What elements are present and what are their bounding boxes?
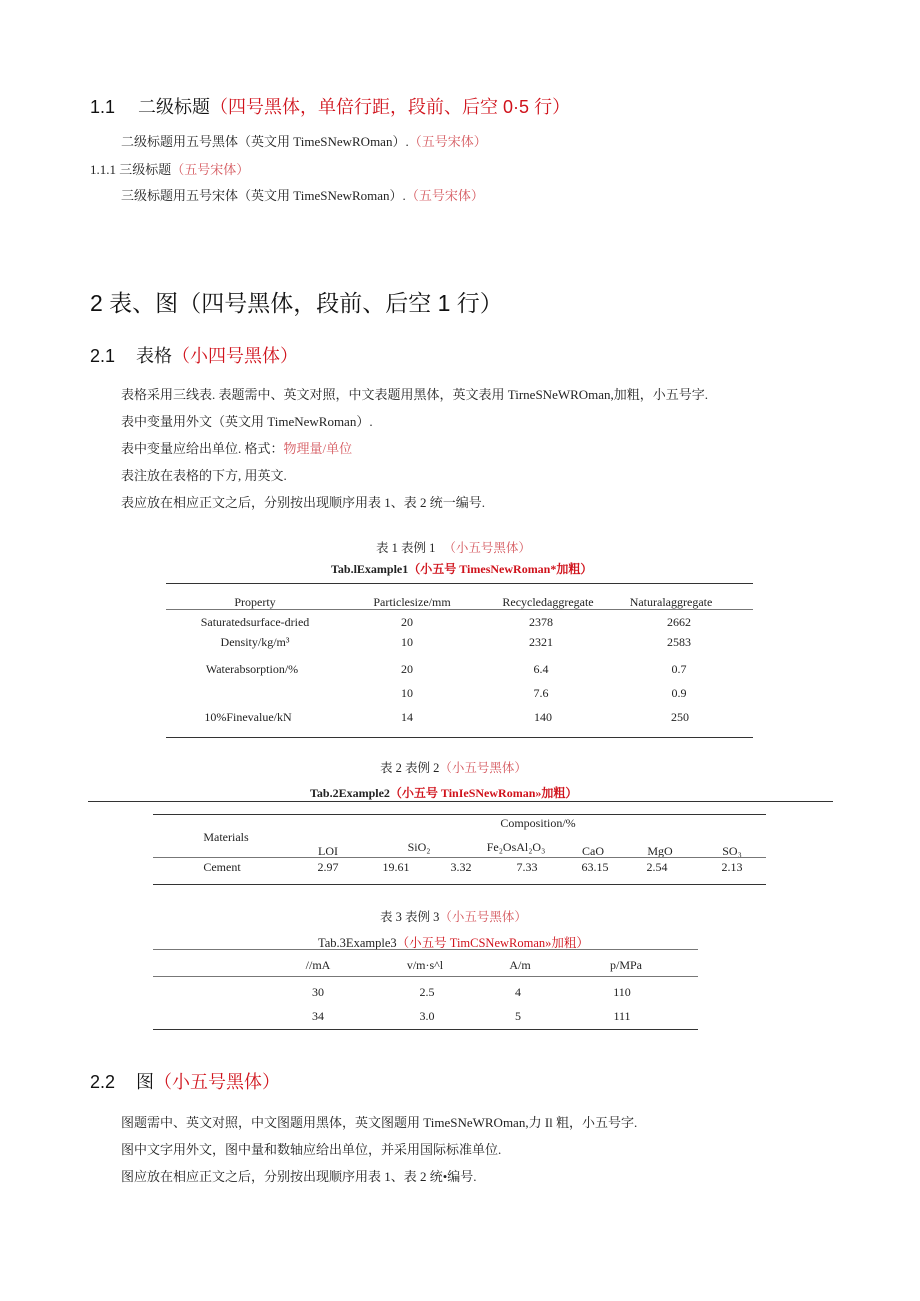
table-3-cell: 2.5 bbox=[419, 985, 435, 999]
section-number: 2.1 bbox=[90, 346, 116, 366]
section-format-note: （小五号黑体） bbox=[154, 1072, 281, 1092]
table-2-header-rule bbox=[153, 857, 766, 858]
table-1-cell: 250 bbox=[671, 710, 689, 724]
table-2-cell: 63.15 bbox=[581, 860, 609, 874]
table-1-header: Particlesize/mm bbox=[373, 595, 451, 609]
table-2-top-rule bbox=[153, 814, 766, 815]
table-3-top-rule bbox=[153, 949, 698, 950]
table-1-header: Recycledaggregate bbox=[502, 595, 594, 609]
table-2-composition-header: Composition/% bbox=[500, 816, 576, 830]
table-3-cell: 5 bbox=[515, 1009, 521, 1023]
table-2-header: LOI bbox=[318, 844, 338, 858]
figure-rules-p2: 图中文字用外文，图中量和数轴应给出单位，并采用国际标准单位. bbox=[121, 1142, 502, 1157]
section-title: 图 bbox=[136, 1072, 155, 1092]
table-1-cell: Density/kg/m³ bbox=[220, 635, 290, 649]
table-1-cell: 2662 bbox=[667, 615, 691, 629]
table-3-header: //mA bbox=[305, 958, 331, 972]
table-1-header-rule bbox=[166, 609, 753, 610]
table-2-caption-en: Tab.2Example2（小五号 TinIeSNewRoman»加粗） bbox=[310, 786, 578, 800]
section-format-note: （四号黑体，单倍行距，段前、后空 0·5 行） bbox=[210, 97, 571, 117]
table-1-cell: 7.6 bbox=[533, 686, 549, 700]
table-1-cell: 2583 bbox=[667, 635, 691, 649]
table-1-cell: 0.7 bbox=[671, 662, 687, 676]
table-3-caption-en: Tab.3Example3（小五号 TimCSNewRoman»加粗） bbox=[318, 936, 589, 950]
table-2-header: SO₃ bbox=[722, 844, 742, 858]
section-number: 2.2 bbox=[90, 1072, 116, 1092]
table-1-cell: Saturatedsurface-dried bbox=[200, 615, 310, 629]
table-2-materials-header: Materials bbox=[203, 830, 249, 844]
table-1-cell: 2321 bbox=[529, 635, 553, 649]
section-format-note: （五号宋体） bbox=[171, 162, 250, 177]
table-3-header: p/MPa bbox=[609, 958, 643, 972]
table-1-bottom-rule bbox=[166, 737, 753, 738]
table-3-bottom-rule bbox=[153, 1029, 698, 1030]
table-1-cell: 140 bbox=[534, 710, 552, 724]
unit-format-note: 物理量/单位 bbox=[283, 441, 353, 456]
section-2-heading bbox=[90, 285, 503, 318]
table-2-cell: 7.33 bbox=[516, 860, 538, 874]
table-1-cell: 20 bbox=[401, 662, 413, 676]
table-rules-p1: 表格采用三线表. 表题需中、英文对照，中文表题用黑体，英文表用 TirneSNeWROman,加粗，小五号字. bbox=[121, 387, 709, 402]
table-1-header: Property bbox=[234, 595, 276, 609]
table-1-caption-cn: 表 1 表例 1 （小五号黑体） bbox=[376, 541, 531, 555]
table-2-caption-cn: 表 2 表例 2（小五号黑体） bbox=[380, 761, 527, 775]
table-rules-p4: 表注放在表格的下方, 用英文. bbox=[121, 468, 287, 483]
table-2-caption-rule bbox=[88, 801, 833, 802]
table-1-top-rule bbox=[166, 583, 753, 584]
table-2-cell: Cement bbox=[203, 860, 241, 874]
section-title: 表格 bbox=[136, 346, 173, 366]
table-3-cell: 34 bbox=[312, 1009, 324, 1023]
table-rules-p5: 表应放在相应正文之后，分别按出现顺序用表 1、表 2 统一编号. bbox=[121, 495, 486, 510]
section-2-2-heading bbox=[90, 1068, 280, 1094]
table-1-cell: 0.9 bbox=[671, 686, 687, 700]
table-2-cell: 2.54 bbox=[646, 860, 668, 874]
paragraph-format-note: （五号宋体） bbox=[405, 188, 484, 203]
table-3-cell: 30 bbox=[312, 985, 324, 999]
table-2-header: SiO₂ bbox=[407, 840, 431, 854]
figure-rules-p3: 图应放在相应正文之后，分别按出现顺序用表 1、表 2 统•编号. bbox=[121, 1169, 477, 1184]
section-format-note: （小四号黑体） bbox=[172, 346, 299, 366]
section-title: 二级标题 bbox=[138, 97, 211, 117]
table-1-cell: 2378 bbox=[529, 615, 553, 629]
table-2-header: CaO bbox=[582, 844, 604, 858]
section-number: 1.1.1 bbox=[90, 162, 116, 177]
table-1-cell: 10 bbox=[401, 635, 413, 649]
table-1-header: Naturalaggregate bbox=[629, 595, 713, 609]
section-1-1-1-heading bbox=[90, 159, 249, 178]
table-3-cell: 4 bbox=[515, 985, 521, 999]
section-1-1-1-paragraph: 三级标题用五号宋体（英文用 TimeSNewRoman）.（五号宋体） bbox=[121, 188, 484, 203]
table-rules-p3: 表中变量应给出单位. 格式：物理量/单位 bbox=[121, 441, 353, 456]
section-title: 2 表、图 bbox=[90, 290, 179, 316]
table-1-cell: 20 bbox=[401, 615, 413, 629]
table-2-cell: 3.32 bbox=[450, 860, 472, 874]
table-3-header: v/m·s^l bbox=[406, 958, 444, 972]
table-2-cell: 2.97 bbox=[317, 860, 339, 874]
table-rules-p2: 表中变量用外文（英文用 TimeNewRoman）. bbox=[121, 414, 373, 429]
table-2-bottom-rule bbox=[153, 884, 766, 885]
table-1-cell: 10 bbox=[401, 686, 413, 700]
figure-rules-p1: 图题需中、英文对照，中文图题用黑体，英文图题用 TimeSNeWROman,力 Il 粗，小五号字. bbox=[121, 1115, 638, 1130]
table-3-header: A/m bbox=[509, 958, 531, 972]
paragraph-format-note: （五号宋体） bbox=[408, 134, 487, 149]
table-2-cell: 19.61 bbox=[382, 860, 410, 874]
section-1-1-paragraph: 二级标题用五号黑体（英文用 TimeSNewROman）.（五号宋体） bbox=[121, 134, 487, 149]
table-3-cell: 111 bbox=[613, 1009, 631, 1023]
table-1-cell: 14 bbox=[401, 710, 413, 724]
section-2-1-heading bbox=[90, 342, 298, 368]
table-2-header: Fe₂OsAl₂O₃ bbox=[486, 840, 546, 854]
table-1-cell: 6.4 bbox=[533, 662, 549, 676]
table-1-cell: 10%Finevalue/kN bbox=[204, 710, 292, 724]
section-1-1-heading bbox=[90, 93, 570, 119]
section-number: 1.1 bbox=[90, 97, 116, 117]
section-format-note: （四号黑体，段前、后空 1 行） bbox=[178, 290, 503, 316]
table-2-cell: 2.13 bbox=[721, 860, 743, 874]
table-1-cell: Waterabsorption/% bbox=[205, 662, 299, 676]
section-title: 三级标题 bbox=[119, 162, 172, 177]
table-3-header-rule bbox=[153, 976, 698, 977]
table-3-cell: 3.0 bbox=[419, 1009, 435, 1023]
table-2-header: MgO bbox=[647, 844, 673, 858]
table-1-caption-en: Tab.lExample1（小五号 TimesNewRoman*加粗） bbox=[331, 562, 593, 576]
table-3-caption-cn: 表 3 表例 3（小五号黑体） bbox=[380, 910, 527, 924]
table-3-cell: 110 bbox=[613, 985, 631, 999]
